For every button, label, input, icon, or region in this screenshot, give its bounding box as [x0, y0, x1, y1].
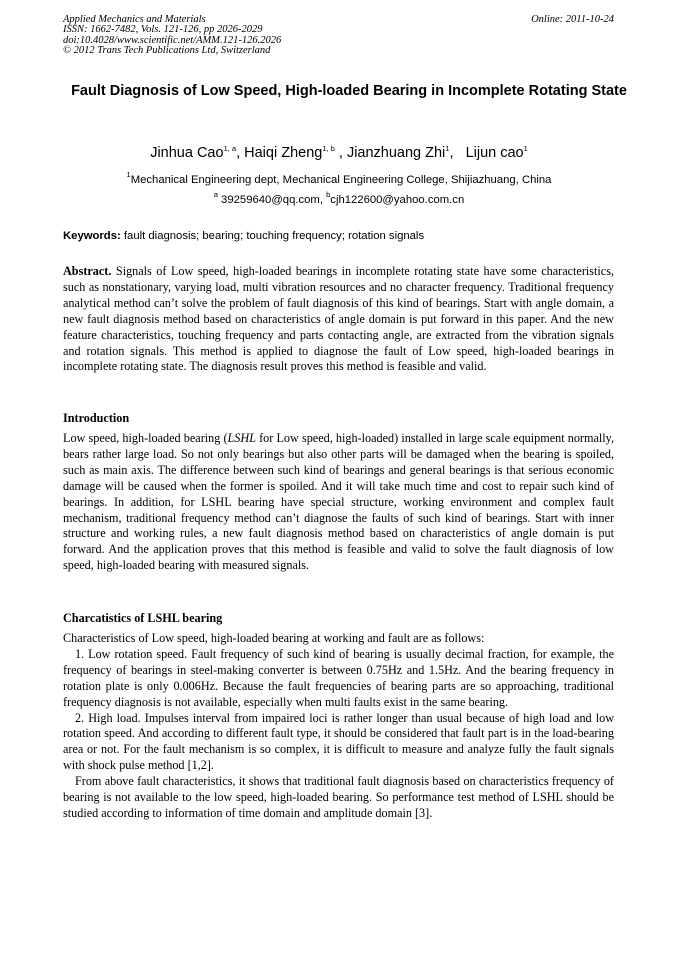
list-item: 2. High load. Impulses interval from impaired loci is rather longer than usual because of high load and low rotation speed. And according to different fault type, it should be considered that fault part is in the load-bearing area or not. For the fault mechanism is so complex, it is difficult to measure and analyze fully the fault signals with shock pulse method [1,2]. — [63, 710, 614, 773]
affiliation — [0, 172, 678, 188]
section-body — [63, 631, 614, 822]
author-sup: 1 — [445, 144, 450, 153]
author-name: Haiqi Zheng — [244, 145, 323, 161]
journal-name: Applied Mechanics and Materials — [63, 14, 206, 25]
journal-header — [63, 15, 281, 57]
copyright-line: © 2012 Trans Tech Publications Ltd, Switzerland — [63, 45, 271, 57]
keywords — [63, 228, 424, 244]
section-intro: Characteristics of Low speed, high-loaded bearing at working and fault are as follows: — [63, 631, 485, 645]
list-item: 1. Low rotation speed. Fault frequency of such kind of bearing is usually decimal fraction, for example, the frequency of bearings in steel-making converter is between 0.75Hz and 1.5Hz. And the bearing frequency in rotation plate is only 0.006Hz. Because the fault frequencies of bearing parts are so approaching, traditional frequency diagnosis is not available, especially when multi faults exist in the same bearing. — [63, 646, 614, 709]
online-date: Online: 2011-10-24 — [531, 14, 614, 25]
author-sup: 1 — [523, 144, 528, 153]
intro-text-pre: Low speed, high-loaded bearing ( — [63, 431, 228, 445]
author-sep: , — [449, 145, 466, 161]
author-sup: 1, a — [223, 144, 237, 153]
author-sep: , — [236, 145, 245, 161]
intro-text-post: for Low speed, high-loaded) installed in large scale equipment normally, bears rather large load. So not only bearings but also other parts will be damaged when the bearing is spoiled, such as main axis. The difference between such kind of bearings and general bearings is that serious economic damage will be caused when the former is spoiled. And it will take much time and cost to repair such kind of bearings. In addition, for LSHL bearing have special structure, working environment and complex fault mechanism, traditional frequency method can’t diagnose the faults of such kind of bearings. Start with inner structure and working rules, a new fault diagnosis method based on characteristics of angle domain is put forward. And the application proves that this method is feasible and valid to solve the fault diagnosis of low speed, high-loaded bearing with measured signals. — [63, 431, 614, 573]
affiliation-text: Mechanical Engineering dept, Mechanical Engineering College, Shijiazhuang, China — [130, 174, 552, 186]
abstract — [63, 264, 614, 375]
paper-title: Fault Diagnosis of Low Speed, High-loaded Bearing in Incomplete Rotating State — [71, 83, 627, 99]
author-list — [0, 143, 678, 163]
section-conclusion: From above fault characteristics, it shows that traditional fault diagnosis based on characteristics frequency of bearing is not available to the low speed, high-loaded bearing. So performance test method of LSHL should be studied according to information of time domain and amplitude domain [3]. — [63, 774, 614, 820]
introduction-body — [63, 431, 614, 574]
email-a: 39259640@qq.com, — [217, 194, 327, 206]
issn-line: ISSN: 1662-7482, Vols. 121-126, pp 2026-2029 — [63, 24, 263, 36]
abstract-text: Signals of Low speed, high-loaded bearings in incomplete rotating state have some characteristics, such as nonstationary, varying load, multi vibration resources and no character frequency. Traditional frequency analytical method can’t solve the problem of fault diagnosis of this kind of bearings. Start with angle domain, a new fault diagnosis method based on characteristics of angle domain is put forward in this paper. And the new feature characteristics, touching frequency and parts contacting angle, are extracted from the vibration signals and rotation signals. This method is applied to diagnose the fault of Low speed, high-loaded bearings in incomplete rotating state. The diagnosis result proves this method is feasible and valid. — [63, 264, 614, 374]
email-line — [0, 192, 678, 208]
author-name: Jinhua Cao — [150, 145, 224, 161]
author-sup: 1, b — [322, 144, 335, 153]
email-b: cjh122600@yahoo.com.cn — [330, 194, 465, 206]
author-name: Lijun cao — [465, 145, 524, 161]
keywords-text: fault diagnosis; bearing; touching frequency; rotation signals — [120, 230, 425, 242]
section-heading: Charcatistics of LSHL bearing — [63, 611, 223, 625]
intro-abbr: LSHL — [227, 431, 256, 445]
email-sup-a: a — [213, 190, 218, 199]
keywords-label: Keywords: — [63, 230, 121, 242]
author-name: Jianzhuang Zhi — [346, 145, 446, 161]
abstract-label: Abstract. — [63, 264, 112, 278]
doi-line: doi:10.4028/www.scientific.net/AMM.121-126.2026 — [63, 34, 282, 46]
introduction-heading: Introduction — [63, 411, 130, 425]
email-sup-b: b — [326, 190, 331, 199]
author-sep: , — [334, 145, 347, 161]
affiliation-sup: 1 — [126, 170, 131, 179]
